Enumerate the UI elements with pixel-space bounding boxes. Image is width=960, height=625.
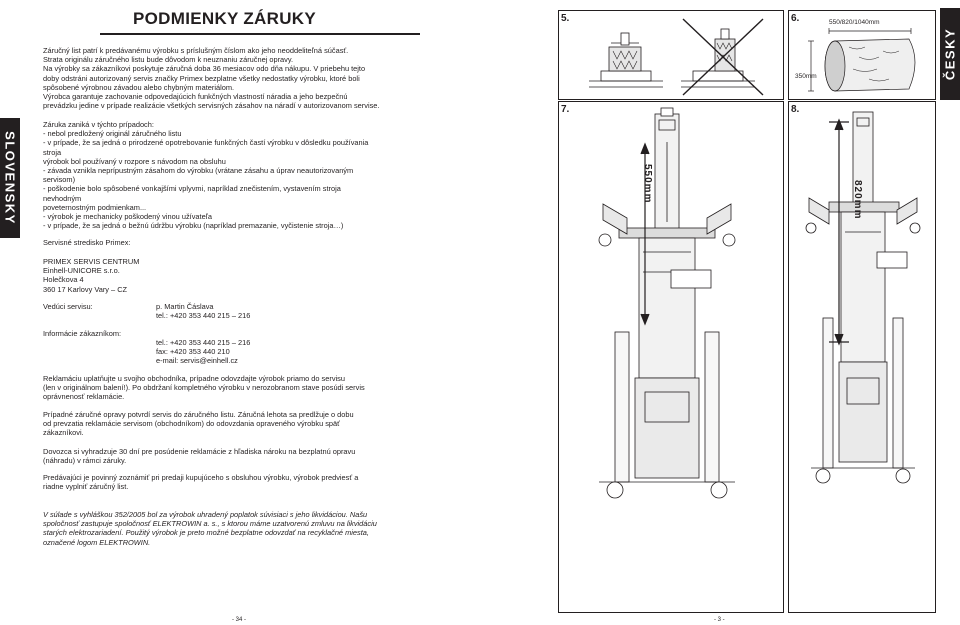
log-diameter-dimension: 350mm <box>795 73 817 80</box>
seller-paragraph <box>43 473 388 491</box>
language-tab-label: SLOVENSKY <box>2 131 18 225</box>
figure-7-label: 7. <box>561 104 570 115</box>
text-line: označené logom ELEKTROWIN. <box>43 537 151 547</box>
text-line: - nebol predložený originál záručného listu <box>43 129 182 139</box>
text-line: poveternostným podmienkam... <box>43 202 147 212</box>
text-line: Na výrobky sa zákazníkovi poskytuje záručná doba 36 mesiacov odo dňa nákupu. V priebehu tejto <box>43 64 366 74</box>
figure-8-label: 8. <box>791 104 800 115</box>
text-line: servisom) <box>43 175 76 185</box>
text-line: (len v originálnom balení!). Po obdržaní kompletného výrobku v nerozobranom stave posúdi servis <box>43 383 365 393</box>
figure-6-label: 6. <box>791 13 800 24</box>
recycling-paragraph <box>43 510 388 547</box>
text-line: - poškodenie bolo spôsobené vonkajšími vplyvmi, napríklad znečistením, vystavením stroja <box>43 184 341 194</box>
text-line: prevádzku jedine v prípade realizácie všetkých servisných zásahov na náradí v autorizovanom servise. <box>43 101 380 111</box>
text-line: Záručný list patrí k predávanému výrobku s príslušným číslom ako jeho neoddeliteľná súčasť. <box>43 46 349 55</box>
text-line: Výrobca garantuje zachovanie odpovedajúcich funkčných vlastností náradia a jeho bezpečnú <box>43 92 348 102</box>
text-line: - v prípade, že sa jedná o prirodzené opotrebovanie funkčných častí výrobku v dôsledku používania <box>43 138 369 148</box>
importer-paragraph <box>43 447 388 465</box>
address-line: 360 17 Karlovy Vary – CZ <box>43 284 128 294</box>
text-line: Prípadné záručné opravy potvrdí servis do záručného listu. Záručná lehota sa predlžuje o dobu <box>43 410 354 419</box>
warranty-exclusions-list <box>43 120 388 230</box>
text-line: (náhradu) v rámci záruky. <box>43 456 127 466</box>
language-tab-label: ČESKY <box>942 27 958 81</box>
text-line: V súlade s vyhláškou 352/2005 bol za výrobok uhradený poplatok súvisiaci s jeho likvidáciou. Našu <box>43 510 368 519</box>
language-tab-czech <box>940 8 960 100</box>
customer-info-value <box>156 338 250 366</box>
log-splitter-top-view-illustration <box>559 11 783 99</box>
page-number-left: - 34 - <box>232 617 247 623</box>
address-line: Holečkova 4 <box>43 275 84 285</box>
claim-paragraph <box>43 374 388 402</box>
low-height-dimension: 550mm <box>642 164 653 204</box>
contact-line: fax: +420 353 440 210 <box>156 347 230 357</box>
figure-8-panel <box>788 101 936 613</box>
text-line: výrobok bol používaný v rozpore s návodom na obsluhu <box>43 156 226 166</box>
service-heading: Servisné stredisko Primex: <box>43 238 131 247</box>
contact-line: p. Martin Čáslava <box>156 302 214 311</box>
customer-info-label: Informácie zákazníkom: <box>43 329 122 338</box>
text-line: starých elektrozariadení. Použitý výrobok je preto možné bezplatne odovzdať na recyklačné miesta, <box>43 528 369 538</box>
text-line: doby odstráni autorizovaný servis značky Primex bezplatne všetky nedostatky výrobku, ktoré boli <box>43 73 360 83</box>
warranty-intro-paragraph <box>43 46 388 110</box>
text-line: spôsobené výrobnou závadou alebo chybným materiálom. <box>43 82 235 92</box>
service-address <box>43 257 139 294</box>
text-line: nevhodným <box>43 193 82 203</box>
page-number-right: - 3 - <box>714 617 725 623</box>
text-line: Strata originálu záručného listu bude dôvodom k neuznaniu záručnej opravy. <box>43 55 294 65</box>
contact-line: e-mail: servis@einhell.cz <box>156 356 238 366</box>
title-divider <box>100 33 420 35</box>
right-page <box>480 0 960 625</box>
text-line: Predávajúci je povinný zoznámiť pri predaji kupujúceho s obsluhou výrobku, výrobok predviesť a <box>43 473 359 482</box>
log-splitter-low-setting-illustration <box>559 102 783 612</box>
page-title: PODMIENKY ZÁRUKY <box>133 9 317 28</box>
text-line: riadne vyplniť záručný list. <box>43 482 129 492</box>
log-splitter-high-setting-illustration <box>789 102 935 612</box>
address-line: PRIMEX SERVIS CENTRUM <box>43 257 140 266</box>
figure-5-panel <box>558 10 784 100</box>
text-line: spoločnosť zastupuje spoločnosť ELEKTROWIN a. s., s ktorou máme uzatvorenú zmluvu na likvidáciu <box>43 519 377 529</box>
figure-6-panel <box>788 10 936 100</box>
log-length-dimension: 550/820/1040mm <box>829 19 880 26</box>
text-line: - závada vznikla neprípustným zásahom do výrobku (vrátane zásahu a úprav neautorizovaným <box>43 166 354 176</box>
text-line: Záruka zaniká v týchto prípadoch: <box>43 120 154 129</box>
text-line: - v prípade, že sa jedná o bežnú údržbu výrobku (napríklad premazanie, vyčistenie stroja…) <box>43 221 344 231</box>
high-height-dimension: 820mm <box>852 180 863 220</box>
repair-paragraph <box>43 410 388 438</box>
text-line: Reklamáciu uplatňujte u svojho obchodníka, prípadne odovzdajte výrobok priamo do servisu <box>43 374 345 383</box>
service-manager-value <box>156 302 250 320</box>
text-line: - výrobok je mechanicky poškodený vinou užívateľa <box>43 212 212 222</box>
text-line: zákazníkovi. <box>43 428 84 438</box>
address-line: Einhell-UNICORE s.r.o. <box>43 266 120 276</box>
contact-line: tel.: +420 353 440 215 – 216 <box>156 311 251 321</box>
contact-line: tel.: +420 353 440 215 – 216 <box>156 338 251 347</box>
language-tab-slovak <box>0 118 20 238</box>
figure-7-panel <box>558 101 784 613</box>
text-line: Dovozca si vyhradzuje 30 dní pre posúdenie reklamácie z hľadiska nároku na bezplatnú opravu <box>43 447 356 456</box>
text-line: stroja <box>43 147 62 157</box>
service-manager-label: Vedúci servisu: <box>43 302 93 311</box>
text-line: od prevzatia reklamácie servisom (obchodníkom) do odovzdania opraveného výrobku späť <box>43 419 340 429</box>
figure-5-label: 5. <box>561 13 570 24</box>
text-line: oprávnenosť reklamácie. <box>43 392 125 402</box>
